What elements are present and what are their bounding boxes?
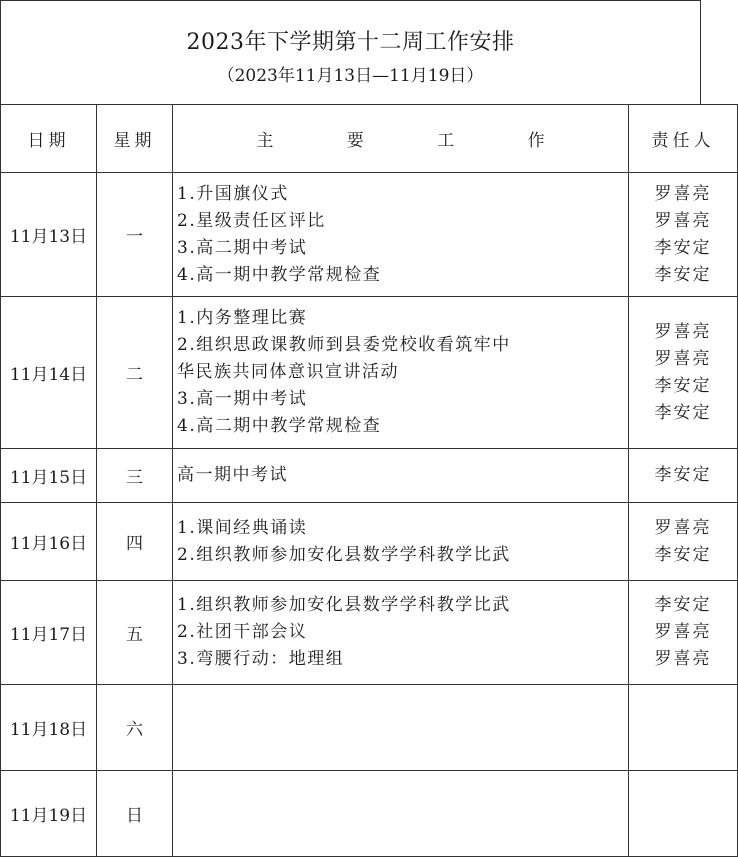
- cell-date: 11月17日: [1, 581, 97, 685]
- cell-work: [173, 503, 629, 581]
- task-line: 1.组织教师参加安化县数学学科教学比武: [177, 595, 511, 615]
- table-row: [1, 297, 738, 449]
- cell-work: [173, 173, 629, 297]
- owner-name: 罗喜亮: [654, 517, 712, 538]
- task-line: 华民族共同体意识宣讲活动: [177, 362, 399, 382]
- owner-name: 李安定: [654, 595, 712, 615]
- task-line: 高一期中考试: [177, 465, 288, 485]
- owner-name: 罗喜亮: [654, 649, 712, 669]
- cell-work: [173, 297, 629, 449]
- cell-weekday: 六: [97, 685, 173, 771]
- owner-name: 李安定: [654, 544, 712, 565]
- cell-work: [173, 771, 629, 857]
- task-line: 3.弯腰行动：地理组: [177, 649, 345, 669]
- task-line: 2.组织教师参加安化县数学学科教学比武: [177, 544, 511, 565]
- owner-name: 李安定: [654, 465, 712, 485]
- owner-name: 罗喜亮: [654, 210, 712, 231]
- cell-work: [173, 581, 629, 685]
- task-line: 2.组织思政课教师到县委党校收看筑牢中: [177, 335, 511, 355]
- cell-owner: [629, 503, 738, 581]
- header-date: 日期: [1, 105, 97, 173]
- header-weekday: 星期: [97, 105, 173, 173]
- table-row: [1, 503, 738, 581]
- owner-name: 李安定: [654, 237, 712, 258]
- page-title: 2023年下学期第十二周工作安排: [186, 30, 515, 55]
- header-row: [1, 105, 738, 173]
- table-row: [1, 173, 738, 297]
- cell-date: 11月19日: [1, 771, 97, 857]
- table-row: [1, 581, 738, 685]
- cell-owner: [629, 173, 738, 297]
- task-line: 1.内务整理比赛: [177, 308, 308, 328]
- cell-owner: [629, 449, 738, 503]
- cell-date: 11月13日: [1, 173, 97, 297]
- task-line: 1.课间经典诵读: [177, 517, 308, 538]
- task-line: 4.高二期中教学常规检查: [177, 416, 382, 436]
- owner-name: 罗喜亮: [654, 183, 712, 204]
- cell-weekday: 四: [97, 503, 173, 581]
- owner-name: 李安定: [654, 402, 712, 423]
- task-line: 3.高二期中考试: [177, 237, 308, 258]
- cell-owner: [629, 581, 738, 685]
- table-row: [1, 771, 738, 857]
- cell-owner: [629, 297, 738, 449]
- cell-date: 11月14日: [1, 297, 97, 449]
- owner-name: 罗喜亮: [654, 321, 712, 342]
- header-owner: 责任人: [629, 105, 738, 173]
- owner-name: 罗喜亮: [654, 622, 712, 642]
- cell-work: [173, 685, 629, 771]
- owner-name: 李安定: [654, 264, 712, 285]
- schedule-body: [1, 173, 738, 857]
- cell-date: 11月15日: [1, 449, 97, 503]
- header-work: 主 要 工 作: [173, 105, 629, 173]
- task-line: 2.社团干部会议: [177, 622, 308, 642]
- cell-weekday: 日: [97, 771, 173, 857]
- task-line: 2.星级责任区评比: [177, 210, 326, 231]
- owner-name: 罗喜亮: [654, 348, 712, 369]
- task-line: 3.高一期中考试: [177, 389, 308, 409]
- owner-name: 李安定: [654, 375, 712, 396]
- cell-weekday: 一: [97, 173, 173, 297]
- table-row: [1, 685, 738, 771]
- cell-weekday: 二: [97, 297, 173, 449]
- cell-date: 11月16日: [1, 503, 97, 581]
- cell-owner: [629, 685, 738, 771]
- title-block: [0, 0, 701, 104]
- table-row: [1, 449, 738, 503]
- task-line: 4.高一期中教学常规检查: [177, 264, 382, 285]
- cell-owner: [629, 771, 738, 857]
- schedule-table: [0, 104, 738, 857]
- cell-weekday: 三: [97, 449, 173, 503]
- task-line: 1.升国旗仪式: [177, 183, 289, 204]
- cell-work: [173, 449, 629, 503]
- cell-date: 11月18日: [1, 685, 97, 771]
- cell-weekday: 五: [97, 581, 173, 685]
- page-subtitle: （2023年11月13日—11月19日）: [217, 66, 484, 86]
